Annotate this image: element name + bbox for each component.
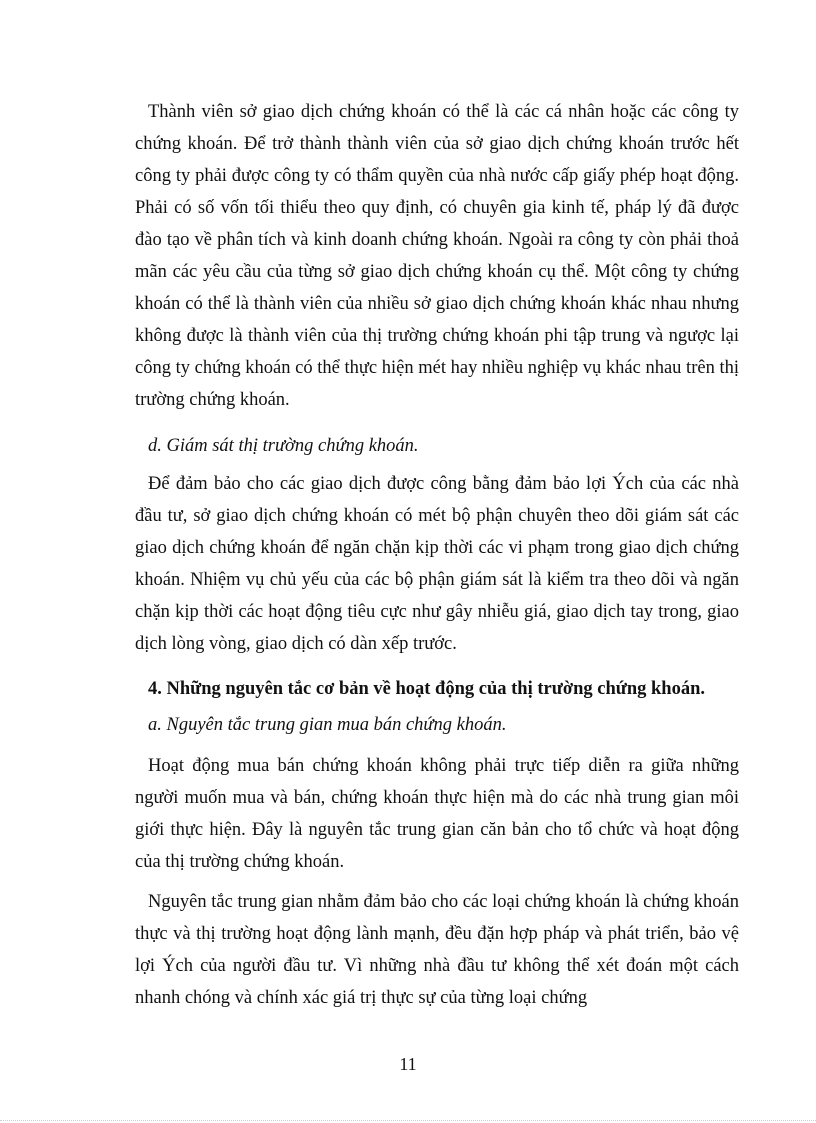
- page-number: 11: [399, 1054, 417, 1074]
- paragraph-intermediary-trading: Hoạt động mua bán chứng khoán không phải trực tiếp diễn ra giữa những người muốn mua và bán, chứng khoán thực hiện mà do các nhà trung gian môi giới thực hiện. Đây là nguyên tắc trung gian căn bản cho tổ chức và hoạt động của thị trường chứng khoán.: [135, 756, 739, 872]
- paragraph-supervision: Để đảm bảo cho các giao dịch được công bằng đảm bảo lợi Ých của các nhà đầu tư, sở giao dịch chứng khoán có mét bộ phận chuyên theo dõi giám sát các giao dịch chứng khoán để ngăn chặn kịp thời các vi phạm trong giao dịch chứng khoán. Nhiệm vụ chủ yếu của các bộ phận giám sát là kiểm tra theo dõi và ngăn chặn kịp thời các hoạt động tiêu cực như gây nhiễu giá, giao dịch tay trong, giao dịch lòng vòng, giao dịch có dàn xếp trước.: [135, 474, 739, 654]
- page-bottom-divider: [0, 1120, 816, 1121]
- paragraph-members: Thành viên sở giao dịch chứng khoán có thể là các cá nhân hoặc các công ty chứng khoán. Để trở thành thành viên của sở giao dịch chứng khoán trước hết công ty phải được công ty có thẩm quyền của nhà nước cấp giấy phép hoạt động. Phải có số vốn tối thiểu theo quy định, có chuyên gia kinh tế, pháp lý đã được đào tạo về phân tích và kinh doanh chứng khoán. Ngoài ra công ty còn phải thoả mãn các yêu cầu của từng sở giao dịch chứng khoán cụ thể. Một công ty chứng khoán có thể là thành viên của nhiều sở giao dịch chứng khoán khác nhau nhưng không được là thành viên của thị trường chứng khoán phi tập trung và ngược lại công ty chứng khoán có thể thực hiện mét hay nhiều nghiệp vụ khác nhau trên thị trường chứng khoán.: [135, 102, 739, 410]
- paragraph-intermediary-purpose: Nguyên tắc trung gian nhằm đảm bảo cho các loại chứng khoán là chứng khoán thực và thị trường hoạt động lành mạnh, đều đặn hợp pháp và phát triển, bảo vệ lợi Ých của người đầu tư. Vì những nhà đầu tư không thể xét đoán một cách nhanh chóng và chính xác giá trị thực sự của từng loại chứng: [135, 892, 739, 1008]
- heading-market-supervision: d. Giám sát thị trường chứng khoán.: [148, 436, 419, 456]
- heading-intermediary-principle: a. Nguyên tắc trung gian mua bán chứng khoán.: [148, 715, 507, 735]
- section-heading-principles: 4. Những nguyên tắc cơ bản về hoạt động của thị trường chứng khoán.: [148, 679, 705, 699]
